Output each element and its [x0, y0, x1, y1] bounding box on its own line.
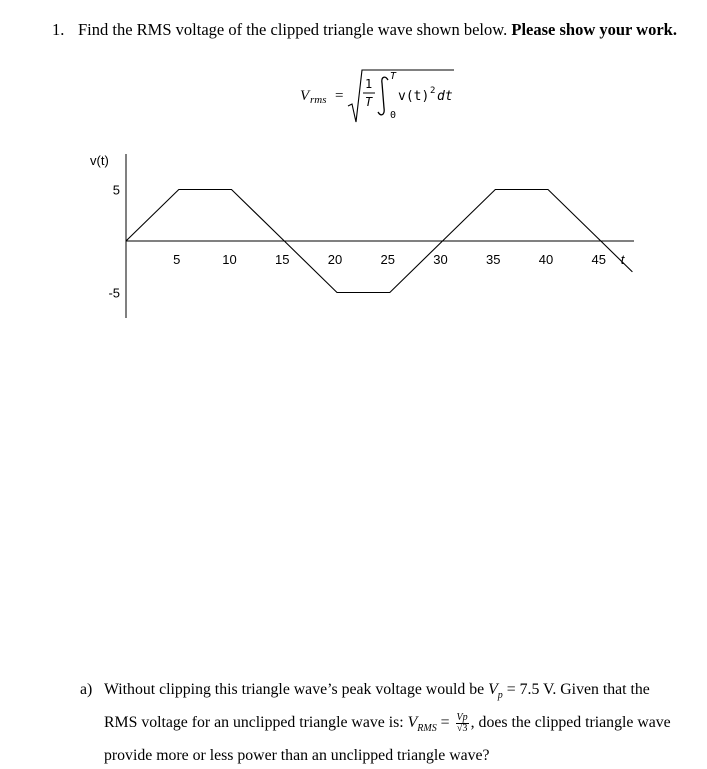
formula-frac-num: 1 — [365, 77, 373, 91]
integral-sign — [378, 77, 388, 115]
fraction-numerator: Vp — [456, 712, 468, 724]
x-tick-label: 15 — [275, 252, 290, 267]
clipped-triangle-wave-chart — [86, 148, 646, 323]
y-tick-labels — [108, 183, 120, 301]
part-a-text-2: = 7.5 V. Given that the — [506, 681, 650, 698]
x-tick-labels — [173, 252, 606, 267]
formula-integrand: v(t) — [398, 89, 430, 104]
x-tick-label: 25 — [380, 252, 395, 267]
x-axis-label: t — [620, 252, 625, 267]
question-emphasis: Please show your work. — [511, 20, 677, 39]
rms-formula — [298, 66, 468, 126]
formula-frac-den: T — [365, 95, 373, 109]
x-tick-label: 10 — [222, 252, 237, 267]
formula-lhs: V — [300, 88, 310, 104]
vrms-subscript: RMS — [417, 723, 437, 735]
question-text: Find the RMS voltage of the clipped triangle wave shown below. — [78, 20, 508, 39]
x-tick-label: 35 — [486, 252, 501, 267]
question-number: 1. — [52, 20, 65, 39]
fraction-denominator: √3 — [456, 723, 468, 735]
part-a-label: a) — [80, 681, 93, 698]
x-tick-label: 40 — [538, 252, 554, 267]
x-tick-label: 30 — [433, 252, 448, 267]
x-tick-label: 5 — [173, 252, 181, 267]
vrms-variable: V — [407, 714, 418, 732]
part-a-line-2 — [80, 709, 695, 742]
part-a-line-1 — [80, 676, 695, 709]
formula-equals: = — [335, 88, 344, 104]
formula-differential: dt — [437, 89, 453, 104]
x-tick-label: 45 — [591, 252, 606, 267]
vp-over-sqrt3-fraction — [456, 713, 469, 734]
vp-subscript: p — [497, 690, 503, 702]
x-tick-label: 20 — [327, 252, 343, 267]
part-a-line-3: provide more or less power than an unclipped triangle wave? — [104, 747, 490, 765]
part-a-equals: = — [440, 714, 450, 732]
formula-power: 2 — [430, 86, 436, 96]
formula-upper-limit: T — [390, 71, 397, 82]
part-a-text-4: , does the clipped triangle wave — [470, 714, 671, 732]
part-a — [80, 676, 695, 769]
formula-lower-limit: 0 — [390, 110, 397, 121]
y-tick-label: 5 — [112, 182, 120, 198]
formula-lhs-sub: rms — [310, 94, 327, 106]
vp-variable: V — [488, 681, 498, 698]
y-tick-label: -5 — [108, 285, 120, 301]
part-a-text-1: Without clipping this triangle wave’s peak voltage would be — [104, 681, 485, 698]
y-axis-label: v(t) — [90, 153, 109, 168]
question-1 — [52, 20, 677, 40]
part-a-text-3: RMS voltage for an unclipped triangle wave is: — [104, 714, 404, 732]
